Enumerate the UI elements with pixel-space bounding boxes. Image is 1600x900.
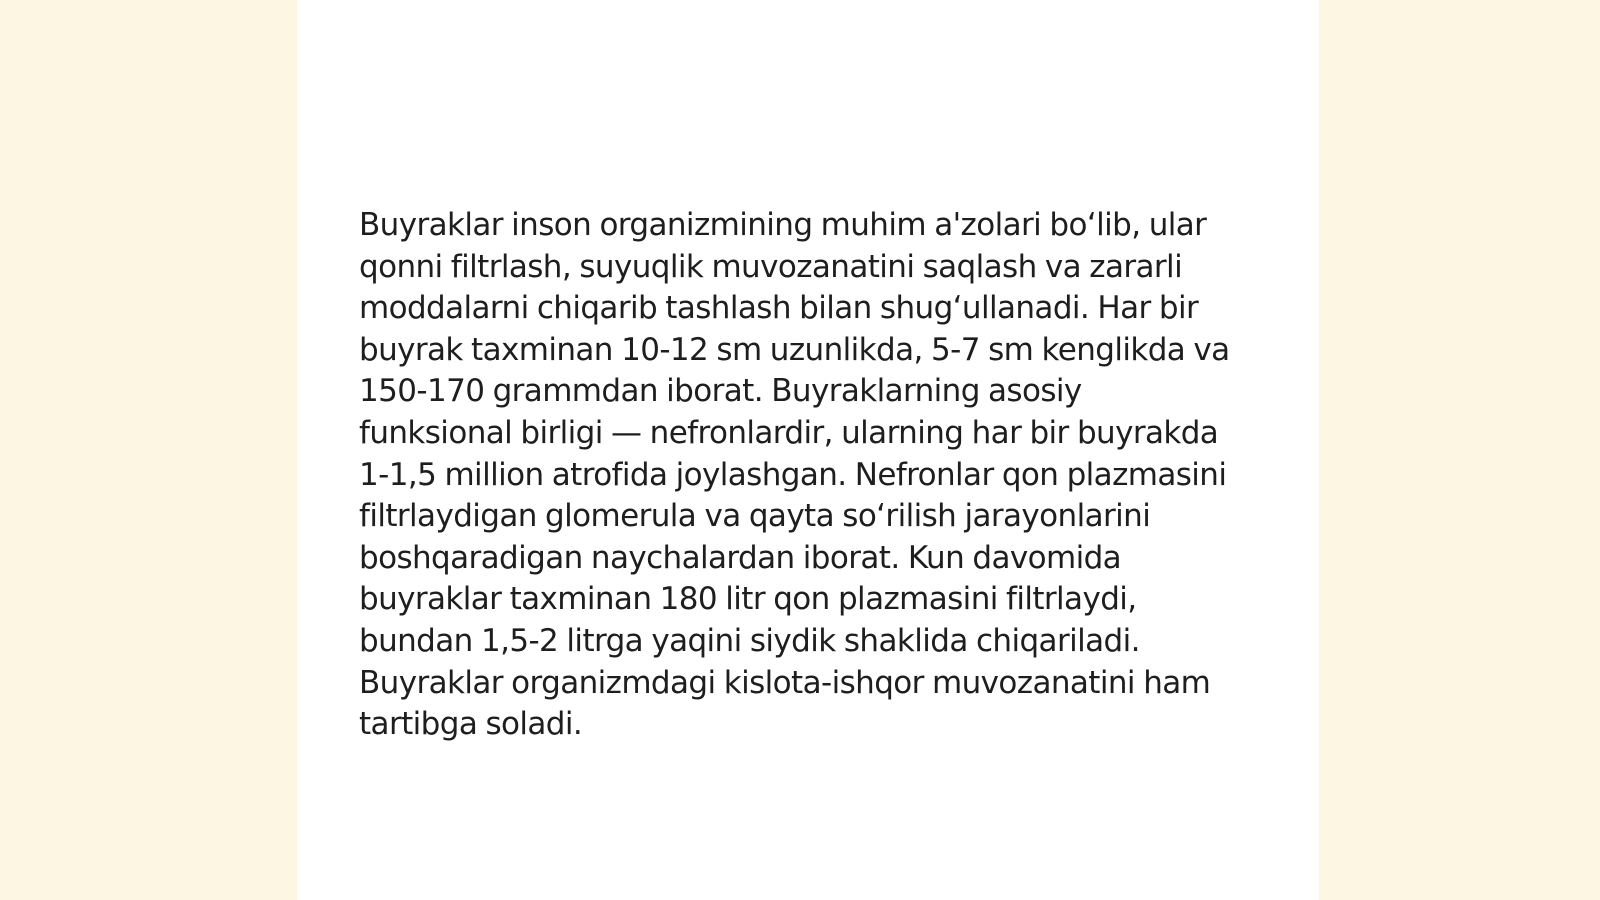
slide-body-paragraph: Buyraklar inson organizmining muhim a'zolari bo‘lib, ular qonni filtrlash, suyuqlik muvozanatini saqlash va zararli moddalarni chiqarib tashlash bilan shug‘ullanadi. Har bir buyrak taxminan 10-12 sm uzunlikda, 5-7 sm kenglikda va 150-170 grammdan iborat. Buyraklarning asosiy funksional birligi — nefronlardir, ularning har bir buyrakda 1-1,5 million atrofida joylashgan. Nefronlar qon plazmasini filtrlaydigan glomerula va qayta so‘rilish jarayonlarini boshqaradigan naychalardan iborat. Kun davomida buyraklar taxminan 180 litr qon plazmasini filtrlaydi, bundan 1,5-2 litrga yaqini siydik shaklida chiqariladi. Buyraklar organizmdagi kislota-ishqor muvozanatini ham tartibga soladi. [359,207,1230,743]
slide [297,0,1319,900]
